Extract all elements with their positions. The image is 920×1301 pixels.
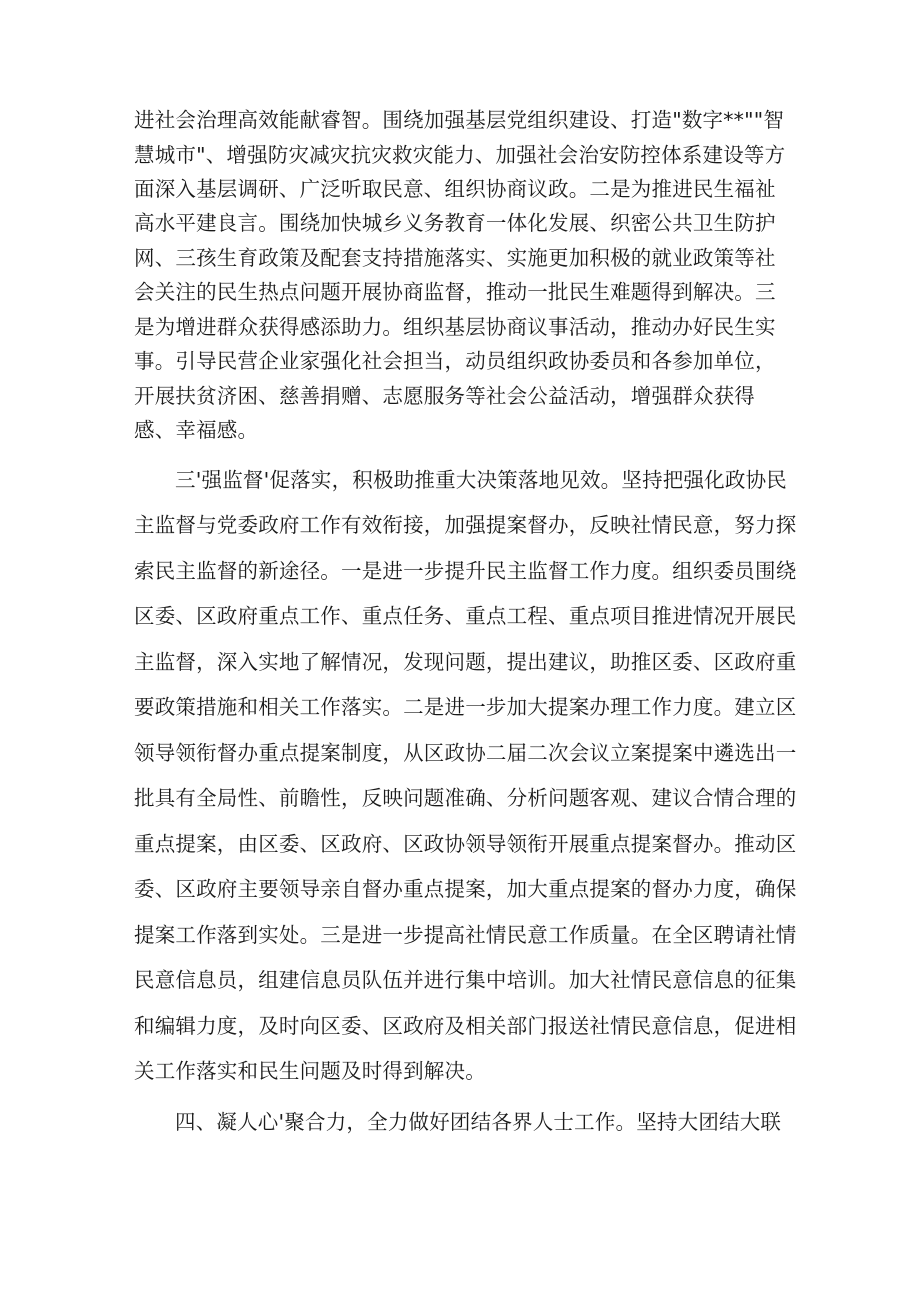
text-line: 提案工作落到实处。三是进一步提高社情民意工作质量。在全区聘请社情: [134, 923, 797, 947]
text-line: 领导领衔督办重点提案制度，从区政协二届二次会议立案提案中遴选出一: [134, 741, 797, 765]
text-line: 是为增进群众获得感添助力。组织基层协商议事活动，推动办好民生实: [134, 315, 776, 339]
text-line: 主监督与党委政府工作有效衔接，加强提案督办，反映社情民意，努力探: [134, 513, 797, 537]
text-line: 批具有全局性、前瞻性，反映问题准确、分析问题客观、建议合情合理的: [134, 786, 797, 810]
paragraph-heading-line: 三'强监督'促落实，积极助推重大决策落地见效。坚持把强化政协民: [175, 468, 787, 492]
text-line: 感、幸福感。: [134, 418, 259, 442]
text-line: 重点提案，由区委、区政府、区政协领导领衔开展重点提案督办。推动区: [134, 832, 797, 856]
text-line: 慧城市"、增强防灾减灾抗灾救灾能力、加强社会治安防控体系建设等方: [134, 143, 786, 167]
paragraph-heading-line: 四、凝人心'聚合力，全力做好团结各界人士工作。坚持大团结大联: [175, 1110, 782, 1134]
text-line: 开展扶贫济困、慈善捐赠、志愿服务等社会公益活动，增强群众获得: [134, 384, 755, 408]
text-line: 要政策措施和相关工作落实。二是进一步加大提案办理工作力度。建立区: [134, 695, 797, 719]
text-line: 面深入基层调研、广泛听取民意、组织协商议政。二是为推进民生福祉: [134, 177, 776, 201]
text-line: 会关注的民生热点问题开展协商监督，推动一批民生难题得到解决。三: [134, 280, 776, 304]
text-line: 主监督，深入实地了解情况，发现问题，提出建议，助推区委、区政府重: [134, 650, 797, 674]
text-line: 高水平建良言。围绕加快城乡义务教育一体化发展、织密公共卫生防护: [134, 211, 776, 235]
text-line: 网、三孩生育政策及配套支持措施落实、实施更加积极的就业政策等社: [134, 246, 776, 270]
text-line: 索民主监督的新途径。一是进一步提升民主监督工作力度。组织委员围绕: [134, 559, 797, 583]
text-line: 进社会治理高效能献睿智。围绕加强基层党组织建设、打造"数字**""智: [134, 108, 785, 132]
text-line: 民意信息员，组建信息员队伍并进行集中培训。加大社情民意信息的征集: [134, 968, 797, 992]
text-line: 和编辑力度，及时向区委、区政府及相关部门报送社情民意信息，促进相: [134, 1014, 797, 1038]
text-line: 区委、区政府重点工作、重点任务、重点工程、重点项目推进情况开展民: [134, 604, 797, 628]
text-line: 事。引导民营企业家强化社会担当，动员组织政协委员和各参加单位，: [134, 349, 776, 373]
text-line: 关工作落实和民生问题及时得到解决。: [134, 1059, 486, 1083]
text-line: 委、区政府主要领导亲自督办重点提案，加大重点提案的督办力度，确保: [134, 877, 797, 901]
